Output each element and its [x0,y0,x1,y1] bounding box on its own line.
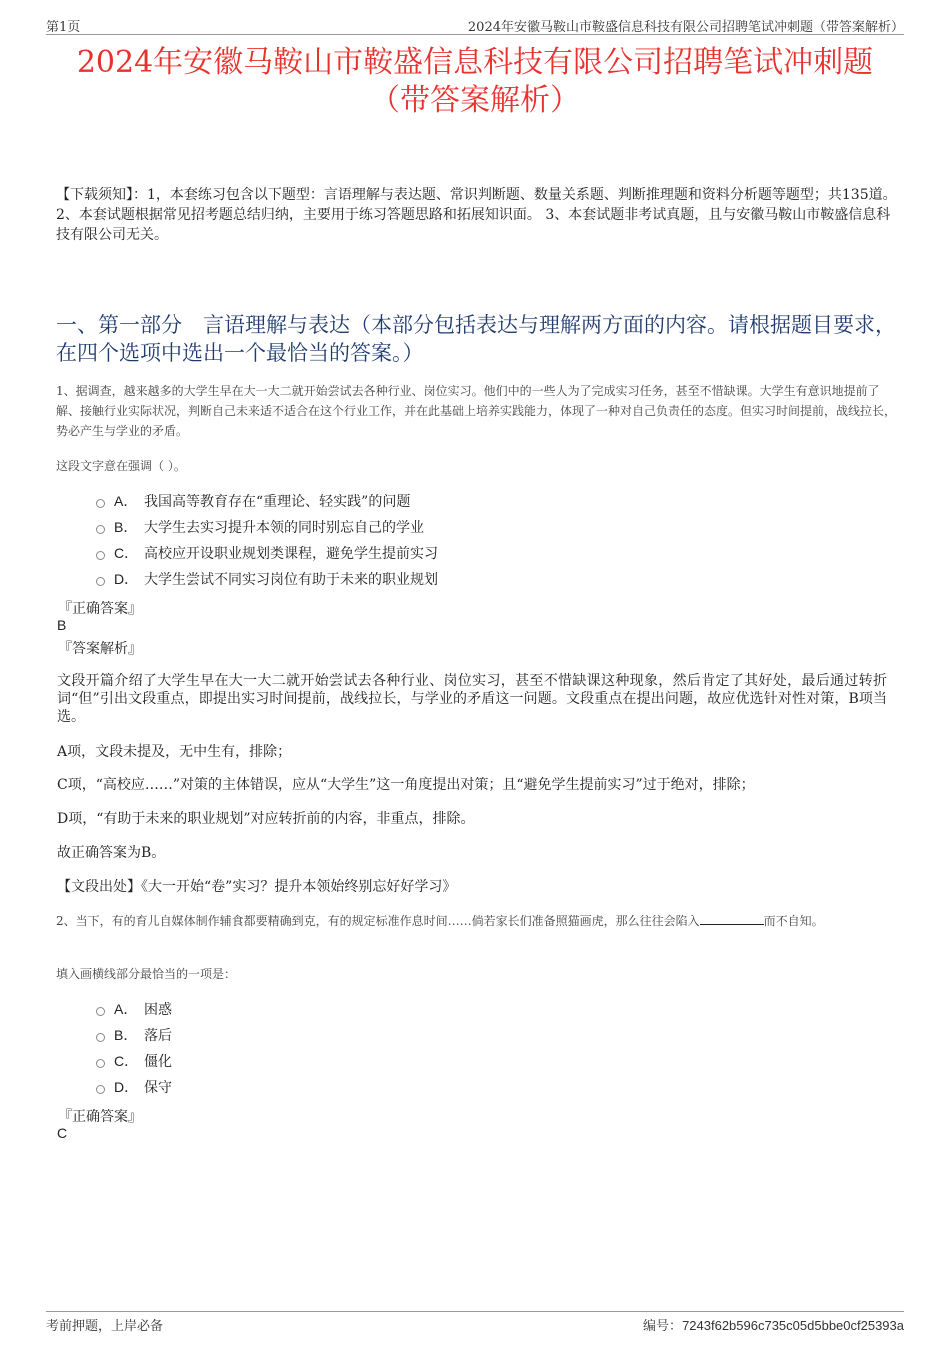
option-text: 高校应开设职业规划类课程，避免学生提前实习 [144,546,438,562]
question-2-prompt: 填入画横线部分最恰当的一项是： [56,967,237,981]
q2-option-b[interactable] [96,1024,172,1046]
option-text: 大学生尝试不同实习岗位有助于未来的职业规划 [144,572,438,588]
q1-analysis-label: 『答案解析』 [58,641,142,657]
fill-blank [700,911,764,925]
code-label: 编号： [643,1319,683,1334]
document-code [643,1315,904,1334]
code-value: 7243f62b596c735c05d5bbe0cf25393a [682,1318,904,1333]
title-line-2: （带答案解析） [370,83,580,118]
option-letter: C． [114,545,139,561]
q2-answer-label: 『正确答案』 [58,1109,142,1125]
q1-analysis-a: A项，文段未提及，无中生有，排除； [57,744,292,760]
q1-option-b[interactable] [96,516,424,538]
q2-stem-after: 而不自知。 [763,914,824,928]
radio-icon[interactable] [96,499,105,508]
option-text: 困惑 [144,1002,172,1018]
header-doc-title: 2024年安徽马鞍山市鞍盛信息科技有限公司招聘笔试冲刺题（带答案解析） [467,20,904,35]
page-footer [46,1311,904,1334]
radio-icon[interactable] [96,577,105,586]
title-line-1: 2024年安徽马鞍山市鞍盛信息科技有限公司招聘笔试冲刺题 [76,45,874,80]
document-title [40,44,910,120]
radio-icon[interactable] [96,1033,105,1042]
radio-icon[interactable] [96,1059,105,1068]
option-text: 僵化 [144,1054,172,1070]
option-letter: B． [114,519,138,535]
q2-option-d[interactable] [96,1076,172,1098]
page-header [46,14,904,35]
radio-icon[interactable] [96,525,105,534]
question-1-stem: 1、据调查，越来越多的大学生早在大一大二就开始尝试去各种行业、岗位实习。他们中的一些人为了完成实习任务，甚至不惜缺课。大学生有意识地提前了解、接触行业实际状况，判断自己未来适不适合在这个行业工作，并在此基础上培养实践能力，体现了一种对自己负责任的态度。但实习时间提前，战线拉长，势必产生与学业的矛盾。 [56,384,897,438]
q1-conclusion: 故正确答案为B。 [57,845,166,861]
q1-analysis-paragraph: 文段开篇介绍了大学生早在大一大二就开始尝试去各种行业、岗位实习，甚至不惜缺课这种现象，然后肯定了其好处，最后通过转折词“但”引出文段重点，即提出实习时间提前，战线拉长，与学业的矛盾这一问题。文段重点在提出问题，故应优选针对性对策，B项当选。 [57,673,887,725]
section-heading: 一、第一部分 言语理解与表达（本部分包括表达与理解两方面的内容。请根据题目要求，在四个选项中选出一个最恰当的答案。） [56,313,896,365]
q2-option-a[interactable] [96,998,172,1020]
download-notice: 【下载须知】：1，本套练习包含以下题型：言语理解与表达题、常识判断题、数量关系题、判断推理题和资料分析题等题型；共135道。 2、本套试题根据常见招考题总结归纳，主要用于练习答题思路和拓展知识面。 3、本套试题非考试真题，且与安徽马鞍山市鞍盛信息科技有限公司无关。 [56,187,897,243]
question-2-stem [56,911,898,931]
q2-stem-before: 2、当下，有的育儿自媒体制作辅食都要精确到克，有的规定标准作息时间……倘若家长们准备照猫画虎，那么往往会陷入 [56,914,700,928]
q2-option-c[interactable] [96,1050,172,1072]
q1-option-a[interactable] [96,490,410,512]
option-letter: A． [114,493,138,509]
option-text: 我国高等教育存在“重理论、轻实践”的问题 [144,494,411,510]
q2-answer: C [57,1125,68,1141]
q1-answer: B [57,617,67,633]
footer-slogan: 考前押题，上岸必备 [46,1319,164,1334]
q1-analysis-d: D项，“有助于未来的职业规划”对应转折前的内容，非重点，排除。 [57,811,475,827]
q1-option-d[interactable] [96,568,438,590]
option-letter: C． [114,1053,139,1069]
radio-icon[interactable] [96,551,105,560]
option-letter: A． [114,1001,138,1017]
option-letter: B． [114,1027,138,1043]
radio-icon[interactable] [96,1007,105,1016]
option-letter: D． [114,1079,139,1095]
page-number: 第1页 [46,20,81,35]
question-1-prompt: 这段文字意在强调（ ）。 [56,459,186,473]
q1-option-c[interactable] [96,542,438,564]
radio-icon[interactable] [96,1085,105,1094]
option-text: 落后 [144,1028,172,1044]
q1-source: 【文段出处】《大一开始“卷”实习？提升本领始终别忘好好学习》 [57,879,457,895]
option-text: 大学生去实习提升本领的同时别忘自己的学业 [144,520,424,536]
option-text: 保守 [144,1080,172,1096]
q1-answer-label: 『正确答案』 [58,601,142,617]
option-letter: D． [114,571,139,587]
q1-analysis-c: C项，“高校应……”对策的主体错误，应从“大学生”这一角度提出对策；且“避免学生提前实习”过于绝对，排除； [57,777,755,793]
